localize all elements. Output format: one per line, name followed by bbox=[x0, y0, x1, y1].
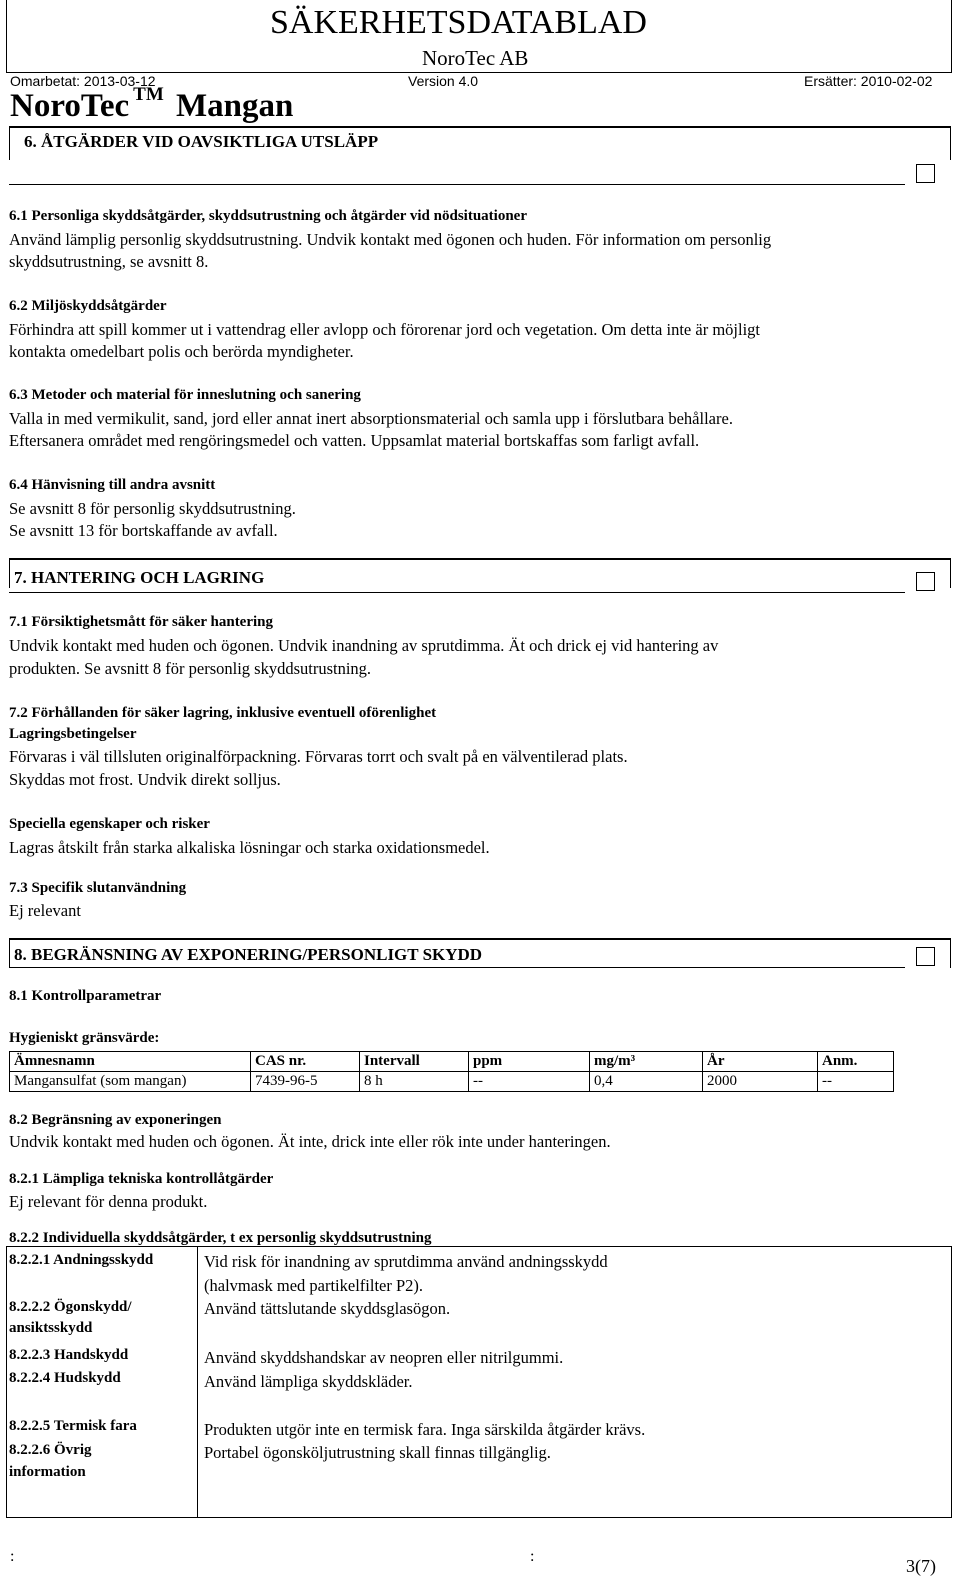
hyg-header-cell: Intervall bbox=[360, 1052, 469, 1072]
s61-title: 6.1 Personliga skyddsåtgärder, skyddsutrustning och åtgärder vid nödsituationer bbox=[9, 208, 527, 224]
replaces-date: Ersätter: 2010-02-02 bbox=[804, 73, 933, 89]
footer-colon-mid: : bbox=[530, 1548, 535, 1565]
ppe-divider bbox=[197, 1247, 198, 1517]
s821-title: 8.2.1 Lämpliga tekniska kontrollåtgärder bbox=[9, 1171, 274, 1187]
ppe-label-1: 8.2.2.1 Andningsskydd bbox=[9, 1252, 154, 1268]
ppe-text-2: Använd tättslutande skyddsglasögon. bbox=[204, 1299, 451, 1318]
s71-text-1: Undvik kontakt med huden och ögonen. Undvik inandning av sprutdimma. Ät och drick ej vid hantering av bbox=[9, 636, 719, 655]
ppe-label-6b: information bbox=[9, 1464, 86, 1480]
ppe-text-6: Portabel ögonsköljutrustning skall finnas tillgänglig. bbox=[204, 1443, 551, 1462]
hyg-cell: -- bbox=[469, 1072, 590, 1092]
s72-title: 7.2 Förhållanden för säker lagring, inklusive eventuell oförenlighet bbox=[9, 705, 437, 721]
s64-title: 6.4 Hänvisning till andra avsnitt bbox=[9, 477, 216, 493]
ppe-box bbox=[6, 1246, 952, 1518]
section-7-rule bbox=[9, 592, 905, 593]
s82-text-1: Undvik kontakt med huden och ögonen. Ät inte, drick inte eller rök inte under hanteringen. bbox=[9, 1132, 611, 1151]
s62-title: 6.2 Miljöskyddsåtgärder bbox=[9, 298, 167, 314]
ppe-label-6: 8.2.2.6 Övrig bbox=[9, 1442, 92, 1458]
section-8-rule bbox=[9, 967, 905, 968]
section-6-heading: 6. ÅTGÄRDER VID OAVSIKTLIGA UTSLÄPP bbox=[24, 132, 379, 151]
trademark: TM bbox=[133, 84, 164, 105]
s61-text-1: Använd lämplig personlig skyddsutrustning. Undvik kontakt med ögonen och huden. För information om personlig bbox=[9, 230, 772, 249]
footer-colon-left: : bbox=[10, 1548, 15, 1565]
s63-title: 6.3 Metoder och material för inneslutning och sanering bbox=[9, 387, 361, 403]
ppe-text-1a: Vid risk för inandning av sprutdimma använd andningsskydd bbox=[204, 1252, 608, 1271]
version: Version 4.0 bbox=[408, 73, 479, 89]
page-number: 3(7) bbox=[906, 1556, 936, 1576]
section-7-heading: 7. HANTERING OCH LAGRING bbox=[14, 568, 265, 587]
s821-text-1: Ej relevant för denna produkt. bbox=[9, 1192, 208, 1211]
ppe-text-5: Produkten utgör inte en termisk fara. Inga särskilda åtgärder krävs. bbox=[204, 1420, 646, 1439]
s62-text-2: kontakta omedelbart polis och berörda myndigheter. bbox=[9, 342, 354, 361]
ppe-text-3: Använd skyddshandskar av neopren eller nitrilgummi. bbox=[204, 1348, 564, 1367]
hygiene-header-row bbox=[10, 1052, 894, 1072]
special-text-1: Lagras åtskilt från starka alkaliska lösningar och starka oxidationsmedel. bbox=[9, 838, 490, 857]
hyg-cell: 2000 bbox=[703, 1072, 818, 1092]
ppe-text-1b: (halvmask med partikelfilter P2). bbox=[204, 1276, 424, 1295]
section-8-checkbox[interactable] bbox=[916, 947, 935, 966]
section-6-rule bbox=[9, 184, 905, 185]
hyg-cell: 8 h bbox=[360, 1072, 469, 1092]
document-type: SÄKERHETSDATABLAD bbox=[270, 4, 647, 41]
hygiene-data-row bbox=[10, 1072, 894, 1092]
ppe-label-5: 8.2.2.5 Termisk fara bbox=[9, 1418, 137, 1434]
product-title bbox=[10, 84, 294, 125]
hyg-header-cell: mg/m³ bbox=[590, 1052, 703, 1072]
s71-text-2: produkten. Se avsnitt 8 för personlig skyddsutrustning. bbox=[9, 659, 372, 678]
s73-text-1: Ej relevant bbox=[9, 901, 81, 920]
product-name: NoroTec bbox=[10, 88, 130, 124]
section-6-checkbox[interactable] bbox=[916, 164, 935, 183]
s71-title: 7.1 Försiktighetsmått för säker hantering bbox=[9, 614, 274, 630]
s63-text-1: Valla in med vermikulit, sand, jord eller annat inert absorptionsmaterial och samla upp i förslutbara behållare. bbox=[9, 409, 733, 428]
section-6-header bbox=[9, 126, 951, 160]
section-7-checkbox[interactable] bbox=[916, 572, 935, 591]
ppe-text-4: Använd lämpliga skyddskläder. bbox=[204, 1372, 413, 1391]
hyg-header-cell: Ämnesnamn bbox=[10, 1052, 251, 1072]
s82-title: 8.2 Begränsning av exponeringen bbox=[9, 1112, 222, 1128]
hygiene-table bbox=[9, 1051, 894, 1092]
hyg-cell: 7439-96-5 bbox=[251, 1072, 360, 1092]
hyg-cell: 0,4 bbox=[590, 1072, 703, 1092]
hyg-cell: Mangansulfat (som mangan) bbox=[10, 1072, 251, 1092]
hyg-cell: -- bbox=[818, 1072, 894, 1092]
s822-title: 8.2.2 Individuella skyddsåtgärder, t ex personlig skyddsutrustning bbox=[9, 1230, 432, 1246]
s73-title: 7.3 Specifik slutanvändning bbox=[9, 880, 187, 896]
s64-text-1: Se avsnitt 8 för personlig skyddsutrustning. bbox=[9, 499, 296, 518]
s72-subtitle: Lagringsbetingelser bbox=[9, 726, 137, 742]
s63-text-2: Eftersanera området med rengöringsmedel och vatten. Uppsamlat material bortskaffas som farligt avfall. bbox=[9, 431, 700, 450]
section-7-header bbox=[9, 558, 951, 588]
hygiene-title: Hygieniskt gränsvärde: bbox=[9, 1030, 160, 1046]
company-name: NoroTec AB bbox=[422, 46, 529, 70]
ppe-label-3: 8.2.2.3 Handskydd bbox=[9, 1347, 129, 1363]
special-title: Speciella egenskaper och risker bbox=[9, 816, 210, 832]
ppe-label-4: 8.2.2.4 Hudskydd bbox=[9, 1370, 121, 1386]
section-8-header bbox=[9, 938, 951, 968]
product-suffix: Mangan bbox=[176, 88, 294, 124]
s72-text-1: Förvaras i väl tillsluten originalförpackning. Förvaras torrt och svalt på en välventilerad plats. bbox=[9, 747, 628, 766]
hyg-header-cell: ppm bbox=[469, 1052, 590, 1072]
ppe-label-2b: ansiktsskydd bbox=[9, 1320, 93, 1336]
hyg-header-cell: Anm. bbox=[818, 1052, 894, 1072]
s64-text-2: Se avsnitt 13 för bortskaffande av avfall. bbox=[9, 521, 278, 540]
hyg-header-cell: CAS nr. bbox=[251, 1052, 360, 1072]
hyg-header-cell: År bbox=[703, 1052, 818, 1072]
s72-text-2: Skyddas mot frost. Undvik direkt solljus. bbox=[9, 770, 281, 789]
s62-text-1: Förhindra att spill kommer ut i vattendrag eller avlopp och förorenar jord och vegetation. Om detta inte är möjligt bbox=[9, 320, 760, 339]
ppe-label-2: 8.2.2.2 Ögonskydd/ bbox=[9, 1299, 132, 1315]
s81-title: 8.1 Kontrollparametrar bbox=[9, 988, 162, 1004]
s61-text-2: skyddsutrustning, se avsnitt 8. bbox=[9, 252, 209, 271]
section-8-heading: 8. BEGRÄNSNING AV EXPONERING/PERSONLIGT SKYDD bbox=[14, 945, 483, 964]
revised-date: Omarbetat: 2013-03-12 bbox=[10, 73, 156, 89]
